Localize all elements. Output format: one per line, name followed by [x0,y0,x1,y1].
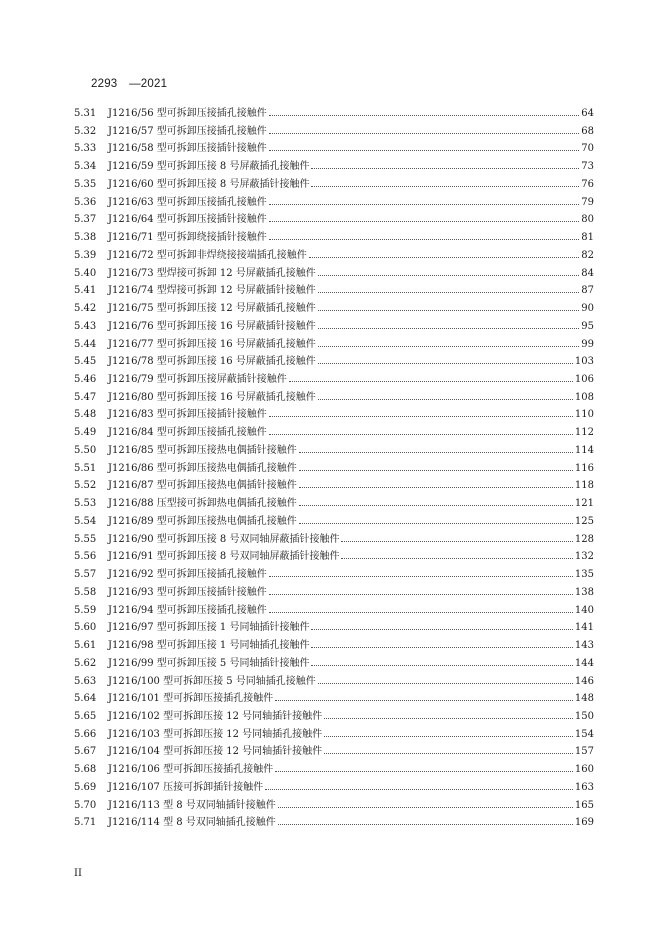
toc-entry-number: 5.71 [74,817,97,829]
toc-leader-dots [269,221,580,222]
toc-leader-dots [318,346,579,347]
toc-entry[interactable] [74,122,594,140]
toc-entry-page: 84 [581,267,594,279]
toc-entry-title: J1216/97 型可拆卸压接 1 号同轴插针接触件 [108,622,310,634]
toc-entry-number: 5.45 [74,356,97,368]
toc-entry[interactable] [74,583,594,601]
toc-entry-number: 5.63 [74,675,97,687]
toc-entry-title: J1216/88 压型接可拆卸热电偶插孔接触件 [108,498,297,510]
toc-entry-number: 5.36 [74,196,97,208]
toc-entry-page: 160 [574,764,594,776]
toc-entry-number: 5.56 [74,551,97,563]
toc-entry-title: J1216/84 型可拆卸压接插孔接触件 [108,427,267,439]
toc-leader-dots [318,363,573,364]
toc-entry[interactable] [74,547,594,565]
toc-entry[interactable] [74,423,594,441]
toc-entry-number: 5.66 [74,728,97,740]
toc-leader-dots [278,824,573,825]
toc-entry-title: J1216/56 型可拆卸压接插孔接触件 [108,108,267,119]
table-of-contents [74,104,594,831]
toc-leader-dots [269,416,573,417]
toc-entry-number: 5.70 [74,799,97,811]
toc-leader-dots [324,718,573,719]
toc-entry[interactable] [74,813,594,831]
toc-entry-page: 154 [574,728,594,740]
toc-entry[interactable] [74,494,594,512]
toc-entry-number: 5.51 [74,462,97,474]
toc-entry-number: 5.44 [74,338,97,350]
toc-entry-number: 5.34 [74,161,97,173]
toc-leader-dots [269,594,573,595]
toc-entry-title: J1216/75 型可拆卸压接 12 号屏蔽插孔接触件 [108,303,316,315]
toc-entry[interactable] [74,778,594,796]
toc-leader-dots [311,168,579,169]
toc-entry[interactable] [74,530,594,548]
toc-entry-title: J1216/73 型焊接可拆卸 12 号屏蔽插孔接触件 [108,267,316,279]
toc-leader-dots [299,487,573,488]
toc-entry[interactable] [74,760,594,778]
toc-entry-title: J1216/83 型可拆卸压接插针接触件 [108,409,267,421]
toc-entry-title: J1216/76 型可拆卸压接 16 号屏蔽插针接触件 [108,320,316,332]
toc-entry-page: 125 [574,515,594,527]
toc-entry-number: 5.48 [74,409,97,421]
toc-leader-dots [318,683,573,684]
toc-entry-title: J1216/92 型可拆卸压接插孔接触件 [108,569,267,581]
toc-entry-page: 103 [574,356,594,368]
toc-entry-number: 5.46 [74,374,97,386]
toc-entry-number: 5.43 [74,320,97,332]
toc-entry[interactable] [74,104,594,122]
toc-entry-number: 5.65 [74,710,97,722]
toc-entry-number: 5.54 [74,515,97,527]
toc-entry-title: J1216/74 型焊接可拆卸 12 号屏蔽插针接触件 [108,285,316,297]
toc-entry-page: 87 [581,285,594,297]
toc-entry-number: 5.52 [74,480,97,492]
toc-entry[interactable] [74,193,594,211]
toc-entry-title: J1216/57 型可拆卸压接插孔接触件 [108,125,267,137]
toc-entry-number: 5.50 [74,444,97,456]
toc-leader-dots [278,807,573,808]
toc-leader-dots [269,612,573,613]
toc-entry-page: 81 [581,232,594,244]
toc-leader-dots [318,310,579,311]
toc-entry-title: J1216/80 型可拆卸压接 16 号屏蔽插孔接触件 [108,391,316,403]
toc-entry-page: 95 [581,320,594,332]
toc-entry[interactable] [74,459,594,477]
toc-entry-page: 99 [581,338,594,350]
toc-leader-dots [299,470,573,471]
toc-entry[interactable] [74,636,594,654]
toc-entry[interactable] [74,618,594,636]
toc-entry[interactable] [74,228,594,246]
toc-entry-number: 5.68 [74,764,97,776]
toc-entry[interactable] [74,654,594,672]
toc-leader-dots [318,275,579,276]
toc-entry-number: 5.38 [74,232,97,244]
toc-leader-dots [318,292,579,293]
toc-entry[interactable] [74,388,594,406]
toc-entry-page: 146 [574,675,594,687]
toc-entry[interactable] [74,476,594,494]
toc-entry[interactable] [74,175,594,193]
toc-entry-title: J1216/86 型可拆卸压接热电偶插孔接触件 [108,462,297,474]
toc-entry-number: 5.35 [74,178,97,190]
toc-entry-title: J1216/91 型可拆卸压接 8 号双同轴屏蔽插针接触件 [108,551,340,563]
toc-entry[interactable] [74,352,594,370]
toc-entry[interactable] [74,281,594,299]
toc-leader-dots [269,133,580,134]
toc-entry-page: 140 [574,604,594,616]
toc-entry-title: J1216/89 型可拆卸压接热电偶插孔接触件 [108,515,297,527]
toc-entry-page: 169 [574,817,594,829]
toc-entry-title: J1216/85 型可拆卸压接热电偶插针接触件 [108,444,297,456]
toc-entry-page: 148 [574,693,594,705]
toc-entry-page: 68 [581,125,594,137]
toc-entry[interactable] [74,742,594,760]
toc-leader-dots [318,399,573,400]
toc-leader-dots [269,150,580,151]
toc-leader-dots [341,541,572,542]
toc-entry-number: 5.39 [74,249,97,261]
toc-entry-page: 121 [574,498,594,510]
toc-entry[interactable] [74,264,594,282]
document-code-header: 2293 —2021 [91,78,168,90]
toc-entry[interactable] [74,601,594,619]
toc-entry-page: 80 [581,214,594,226]
toc-entry-title: J1216/79 型可拆卸压接屏蔽插针接触件 [108,374,287,386]
toc-entry[interactable] [74,335,594,353]
toc-entry-number: 5.60 [74,622,97,634]
toc-entry[interactable] [74,672,594,690]
toc-entry[interactable] [74,139,594,157]
toc-entry-page: 106 [574,374,594,386]
toc-entry-number: 5.40 [74,267,97,279]
toc-entry-number: 5.33 [74,143,97,155]
toc-entry-title: J1216/100 型可拆卸压接 5 号同轴插孔接触件 [108,675,316,687]
toc-leader-dots [275,771,573,772]
toc-leader-dots [318,328,579,329]
toc-entry-title: J1216/114 型 8 号双同轴插孔接触件 [108,817,276,829]
toc-leader-dots [269,576,573,577]
toc-entry-page: 82 [581,249,594,261]
toc-entry-page: 64 [581,108,594,119]
toc-entry-number: 5.59 [74,604,97,616]
toc-entry-title: J1216/59 型可拆卸压接 8 号屏蔽插孔接触件 [108,161,310,173]
toc-entry-title: J1216/77 型可拆卸压接 16 号屏蔽插孔接触件 [108,338,316,350]
toc-leader-dots [269,434,573,435]
toc-entry-number: 5.42 [74,303,97,315]
toc-entry-title: J1216/90 型可拆卸压接 8 号双同轴屏蔽插针接触件 [108,533,340,545]
toc-entry-number: 5.58 [74,586,97,598]
toc-entry-title: J1216/64 型可拆卸压接插针接触件 [108,214,267,226]
toc-entry-page: 110 [574,409,594,421]
toc-entry-number: 5.57 [74,569,97,581]
toc-entry-page: 165 [574,799,594,811]
toc-entry-page: 73 [581,161,594,173]
toc-leader-dots [311,629,572,630]
toc-entry[interactable] [74,299,594,317]
toc-entry-title: J1216/107 压接可拆卸插针接触件 [108,781,264,793]
toc-entry-page: 132 [574,551,594,563]
toc-entry-page: 118 [574,480,594,492]
toc-entry[interactable] [74,565,594,583]
toc-entry-number: 5.67 [74,746,97,758]
toc-entry[interactable] [74,707,594,725]
toc-entry[interactable] [74,689,594,707]
toc-entry[interactable] [74,405,594,423]
toc-entry[interactable] [74,246,594,264]
toc-leader-dots [311,647,572,648]
toc-leader-dots [269,204,580,205]
toc-leader-dots [299,523,573,524]
toc-entry-page: 141 [574,622,594,634]
toc-entry-number: 5.61 [74,640,97,652]
toc-entry-number: 5.62 [74,657,97,669]
toc-entry-title: J1216/103 型可拆卸压接 12 号同轴插孔接触件 [108,728,323,740]
toc-entry-number: 5.37 [74,214,97,226]
toc-entry[interactable] [74,210,594,228]
toc-entry-page: 150 [574,710,594,722]
toc-entry-title: J1216/58 型可拆卸压接插针接触件 [108,143,267,155]
toc-leader-dots [309,257,580,258]
toc-entry[interactable] [74,725,594,743]
toc-entry-title: J1216/78 型可拆卸压接 16 号屏蔽插孔接触件 [108,356,316,368]
toc-entry-title: J1216/60 型可拆卸压接 8 号屏蔽插针接触件 [108,178,310,190]
toc-leader-dots [269,115,580,116]
toc-leader-dots [299,505,573,506]
toc-leader-dots [299,452,573,453]
toc-entry-title: J1216/87 型可拆卸压接热电偶插针接触件 [108,480,297,492]
toc-entry-title: J1216/102 型可拆卸压接 12 号同轴插针接触件 [108,710,323,722]
toc-entry-title: J1216/71 型可拆卸绕接插针接触件 [108,232,267,244]
page-number-footer: II [74,868,82,879]
toc-entry-number: 5.53 [74,498,97,510]
toc-entry-number: 5.47 [74,391,97,403]
toc-entry-title: J1216/106 型可拆卸压接插孔接触件 [108,764,274,776]
toc-entry-page: 90 [581,303,594,315]
toc-entry[interactable] [74,796,594,814]
toc-entry-page: 116 [574,462,594,474]
toc-entry-number: 5.49 [74,427,97,439]
toc-leader-dots [311,665,572,666]
toc-entry-page: 114 [574,444,594,456]
toc-entry-title: J1216/63 型可拆卸压接插孔接触件 [108,196,267,208]
toc-entry-number: 5.41 [74,285,97,297]
toc-leader-dots [275,700,573,701]
toc-entry-page: 108 [574,391,594,403]
toc-entry-number: 5.55 [74,533,97,545]
toc-leader-dots [311,186,579,187]
toc-entry-title: J1216/104 型可拆卸压接 12 号同轴插针接触件 [108,746,323,758]
toc-entry-page: 79 [581,196,594,208]
toc-entry-title: J1216/98 型可拆卸压接 1 号同轴插孔接触件 [108,640,310,652]
toc-entry-page: 112 [574,427,594,439]
toc-entry-page: 163 [574,781,594,793]
toc-leader-dots [324,736,573,737]
toc-entry[interactable] [74,370,594,388]
toc-leader-dots [289,381,573,382]
toc-entry-title: J1216/72 型可拆卸非焊绕接接端插孔接触件 [108,249,307,261]
toc-entry-number: 5.32 [74,125,97,137]
toc-entry-page: 135 [574,569,594,581]
toc-entry[interactable] [74,317,594,335]
toc-entry-page: 138 [574,586,594,598]
toc-entry[interactable] [74,441,594,459]
toc-leader-dots [269,239,580,240]
toc-entry[interactable] [74,512,594,530]
toc-entry-title: J1216/113 型 8 号双同轴插针接触件 [108,799,276,811]
toc-entry-title: J1216/94 型可拆卸压接插孔接触件 [108,604,267,616]
toc-entry-title: J1216/93 型可拆卸压接插针接触件 [108,586,267,598]
toc-entry-title: J1216/99 型可拆卸压接 5 号同轴插针接触件 [108,657,310,669]
toc-entry-page: 128 [574,533,594,545]
toc-leader-dots [341,558,572,559]
toc-leader-dots [265,789,573,790]
toc-entry-number: 5.64 [74,693,97,705]
toc-entry-page: 70 [581,143,594,155]
toc-entry-page: 144 [574,657,594,669]
toc-entry-page: 143 [574,640,594,652]
toc-entry-title: J1216/101 型可拆卸压接插孔接触件 [108,693,274,705]
toc-entry-page: 157 [574,746,594,758]
toc-entry[interactable] [74,157,594,175]
toc-entry-page: 76 [581,178,594,190]
toc-entry-number: 5.31 [74,108,97,119]
toc-leader-dots [324,753,573,754]
toc-entry-number: 5.69 [74,781,97,793]
